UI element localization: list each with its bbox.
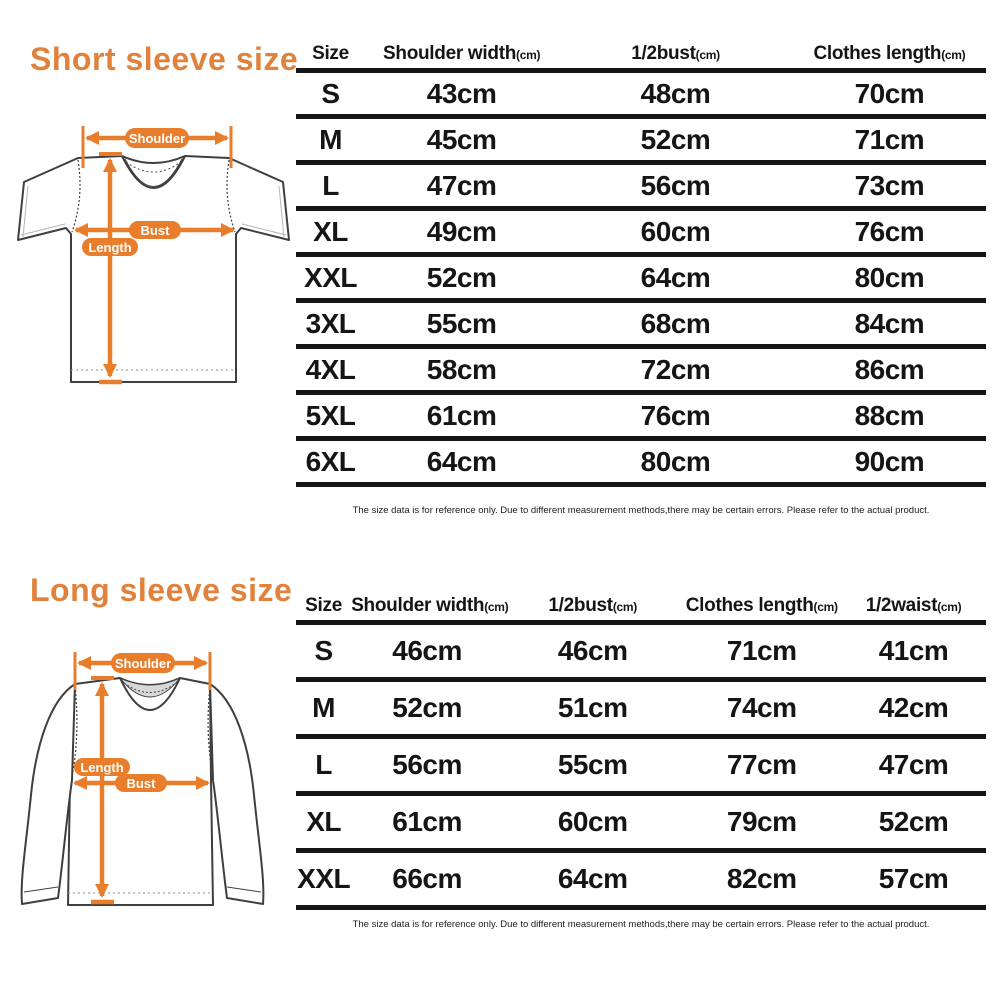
bust-label-pill <box>129 221 181 239</box>
size-cell: 5XL <box>296 393 365 439</box>
shoulder-cell: 45cm <box>365 117 558 163</box>
bust-cell: 68cm <box>558 301 793 347</box>
table-row <box>296 163 986 209</box>
bust-cell: 51cm <box>503 680 682 737</box>
shoulder-cell: 58cm <box>365 347 558 393</box>
bust-cell: 60cm <box>558 209 793 255</box>
shoulder-cell: 66cm <box>351 851 503 908</box>
shoulder-cell: 52cm <box>365 255 558 301</box>
length-label-pill <box>74 758 130 776</box>
length-cell: 70cm <box>793 71 986 117</box>
short-sleeve-size-table <box>296 36 986 487</box>
col-header-bust: 1/2bust(cm) <box>503 572 682 623</box>
long-sleeve-size-table <box>296 572 986 910</box>
table-row <box>296 255 986 301</box>
table-row <box>296 623 986 680</box>
col-header-size: Size <box>296 572 351 623</box>
short-sleeve-diagram <box>8 118 298 403</box>
col-header-length: Clothes length(cm) <box>682 572 841 623</box>
table-row <box>296 737 986 794</box>
length-cell: 86cm <box>793 347 986 393</box>
table-row <box>296 393 986 439</box>
size-cell: 3XL <box>296 301 365 347</box>
bust-cell: 48cm <box>558 71 793 117</box>
length-cell: 76cm <box>793 209 986 255</box>
waist-cell: 57cm <box>841 851 986 908</box>
bust-cell: 55cm <box>503 737 682 794</box>
length-cell: 84cm <box>793 301 986 347</box>
shoulder-cell: 55cm <box>365 301 558 347</box>
length-cell: 71cm <box>682 623 841 680</box>
length-cell: 80cm <box>793 255 986 301</box>
short-sleeve-title: Short sleeve size <box>30 41 299 77</box>
bust-cell: 64cm <box>558 255 793 301</box>
length-cell: 73cm <box>793 163 986 209</box>
size-cell: 6XL <box>296 439 365 485</box>
shoulder-label: Shoulder <box>128 131 186 146</box>
shoulder-label: Shoulder <box>114 656 172 671</box>
table-row <box>296 209 986 255</box>
table-row <box>296 794 986 851</box>
col-header-size: Size <box>296 36 365 71</box>
length-label: Length <box>80 760 124 775</box>
header-row <box>296 572 986 623</box>
shoulder-cell: 61cm <box>351 794 503 851</box>
size-cell: L <box>296 163 365 209</box>
shoulder-cell: 56cm <box>351 737 503 794</box>
col-header-shoulder: Shoulder width(cm) <box>365 36 558 71</box>
bust-cell: 56cm <box>558 163 793 209</box>
size-cell: XL <box>296 209 365 255</box>
bust-cell: 80cm <box>558 439 793 485</box>
bust-cell: 60cm <box>503 794 682 851</box>
length-label-pill <box>82 238 138 256</box>
long-sleeve-diagram <box>8 630 298 920</box>
table-row <box>296 347 986 393</box>
shoulder-label-pill <box>125 128 189 148</box>
waist-cell: 41cm <box>841 623 986 680</box>
length-cell: 90cm <box>793 439 986 485</box>
size-cell: XXL <box>296 851 351 908</box>
length-cell: 71cm <box>793 117 986 163</box>
table-row <box>296 439 986 485</box>
bust-label: Bust <box>140 223 170 238</box>
bust-cell: 52cm <box>558 117 793 163</box>
size-cell: XL <box>296 794 351 851</box>
bust-label: Bust <box>126 776 156 791</box>
length-cell: 79cm <box>682 794 841 851</box>
size-cell: S <box>296 71 365 117</box>
col-header-bust: 1/2bust(cm) <box>558 36 793 71</box>
shoulder-cell: 43cm <box>365 71 558 117</box>
col-header-length: Clothes length(cm) <box>793 36 986 71</box>
size-cell: 4XL <box>296 347 365 393</box>
bust-label-pill <box>115 774 167 792</box>
table-row <box>296 71 986 117</box>
length-cell: 88cm <box>793 393 986 439</box>
length-cell: 74cm <box>682 680 841 737</box>
tshirt-outline <box>18 156 289 382</box>
header-row <box>296 36 986 71</box>
table-row <box>296 680 986 737</box>
size-cell: L <box>296 737 351 794</box>
length-cell: 82cm <box>682 851 841 908</box>
shoulder-cell: 49cm <box>365 209 558 255</box>
size-cell: M <box>296 117 365 163</box>
table-row <box>296 301 986 347</box>
shoulder-cell: 64cm <box>365 439 558 485</box>
size-cell: XXL <box>296 255 365 301</box>
long-sleeve-title: Long sleeve size <box>30 572 293 608</box>
shoulder-cell: 52cm <box>351 680 503 737</box>
short-sleeve-disclaimer: The size data is for reference only. Due to different measurement methods,there may be certain errors. Please refer to the actual product. <box>352 505 930 516</box>
size-cell: S <box>296 623 351 680</box>
length-label: Length <box>88 240 132 255</box>
length-cell: 77cm <box>682 737 841 794</box>
col-header-shoulder: Shoulder width(cm) <box>351 572 503 623</box>
long-sleeve-disclaimer: The size data is for reference only. Due to different measurement methods,there may be certain errors. Please refer to the actual product. <box>352 919 930 930</box>
size-cell: M <box>296 680 351 737</box>
shoulder-cell: 47cm <box>365 163 558 209</box>
waist-cell: 47cm <box>841 737 986 794</box>
bust-cell: 72cm <box>558 347 793 393</box>
shoulder-cell: 46cm <box>351 623 503 680</box>
bust-cell: 64cm <box>503 851 682 908</box>
waist-cell: 52cm <box>841 794 986 851</box>
shoulder-cell: 61cm <box>365 393 558 439</box>
bust-cell: 46cm <box>503 623 682 680</box>
col-header-waist: 1/2waist(cm) <box>841 572 986 623</box>
bust-cell: 76cm <box>558 393 793 439</box>
waist-cell: 42cm <box>841 680 986 737</box>
shoulder-label-pill <box>111 653 175 673</box>
table-row <box>296 117 986 163</box>
table-row <box>296 851 986 908</box>
